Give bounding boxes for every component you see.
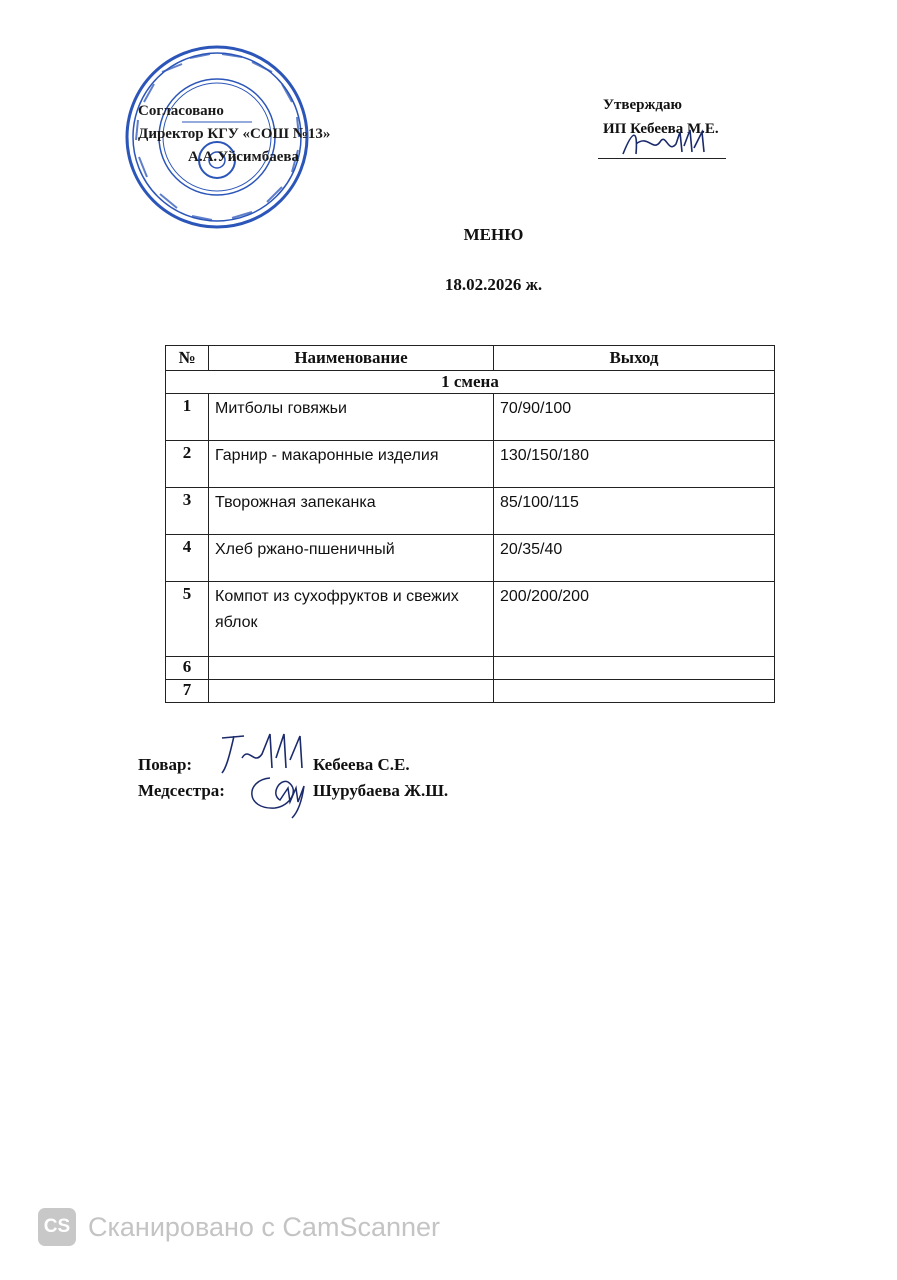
- row-output: 70/90/100: [494, 394, 775, 441]
- row-output: 200/200/200: [494, 582, 775, 657]
- table-row: [166, 394, 775, 441]
- document-date: 18.02.2026 ж.: [444, 275, 543, 294]
- row-number: 7: [166, 680, 209, 703]
- signature-line-right: [598, 158, 726, 159]
- table-row: [166, 488, 775, 535]
- table-row: [166, 535, 775, 582]
- cook-name: Кебеева С.Е.: [313, 755, 410, 774]
- shift-row: [166, 371, 775, 394]
- approval-left-line1: Согласовано: [138, 103, 224, 119]
- camscanner-watermark: [38, 1208, 440, 1246]
- nurse-label: Медсестра:: [138, 781, 225, 800]
- approval-block-left: [138, 100, 330, 169]
- row-number: 6: [166, 657, 209, 680]
- header-number: №: [166, 346, 209, 371]
- row-output: 20/35/40: [494, 535, 775, 582]
- document-title: МЕНЮ: [463, 225, 524, 244]
- approval-left-signatory: А.А.Уйсимбаева: [188, 149, 300, 165]
- header-output: Выход: [494, 346, 775, 371]
- cook-label: Повар:: [138, 755, 193, 774]
- menu-table: [165, 345, 775, 703]
- row-number: 5: [166, 582, 209, 657]
- table-row: [166, 680, 775, 703]
- nurse-name: Шурубаева Ж.Ш.: [313, 781, 449, 800]
- row-number: 3: [166, 488, 209, 535]
- table-row: [166, 582, 775, 657]
- row-number: 4: [166, 535, 209, 582]
- header-name: Наименование: [209, 346, 494, 371]
- row-dish-name: Компот из сухофруктов и свежих яблок: [209, 582, 494, 657]
- approval-right-line1: Утверждаю: [603, 97, 682, 113]
- table-row: [166, 441, 775, 488]
- row-output: 130/150/180: [494, 441, 775, 488]
- row-number: 2: [166, 441, 209, 488]
- camscanner-text: Сканировано с CamScanner: [88, 1211, 441, 1242]
- signature-nurse: [240, 770, 320, 820]
- row-dish-name: [209, 657, 494, 680]
- row-dish-name: [209, 680, 494, 703]
- row-dish-name: Митболы говяжьи: [209, 394, 494, 441]
- row-dish-name: Гарнир - макаронные изделия: [209, 441, 494, 488]
- row-output: [494, 680, 775, 703]
- table-row: [166, 657, 775, 680]
- approval-right-line2: ИП Кебеева М.Е.: [603, 121, 719, 137]
- table-header-row: [166, 346, 775, 371]
- row-output: [494, 657, 775, 680]
- row-output: 85/100/115: [494, 488, 775, 535]
- row-dish-name: Хлеб ржано-пшеничный: [209, 535, 494, 582]
- camscanner-logo-icon: CS: [38, 1208, 76, 1246]
- row-dish-name: Творожная запеканка: [209, 488, 494, 535]
- row-number: 1: [166, 394, 209, 441]
- approval-left-line2: Директор КГУ «СОШ №13»: [138, 126, 331, 142]
- shift-label: 1 смена: [166, 371, 775, 394]
